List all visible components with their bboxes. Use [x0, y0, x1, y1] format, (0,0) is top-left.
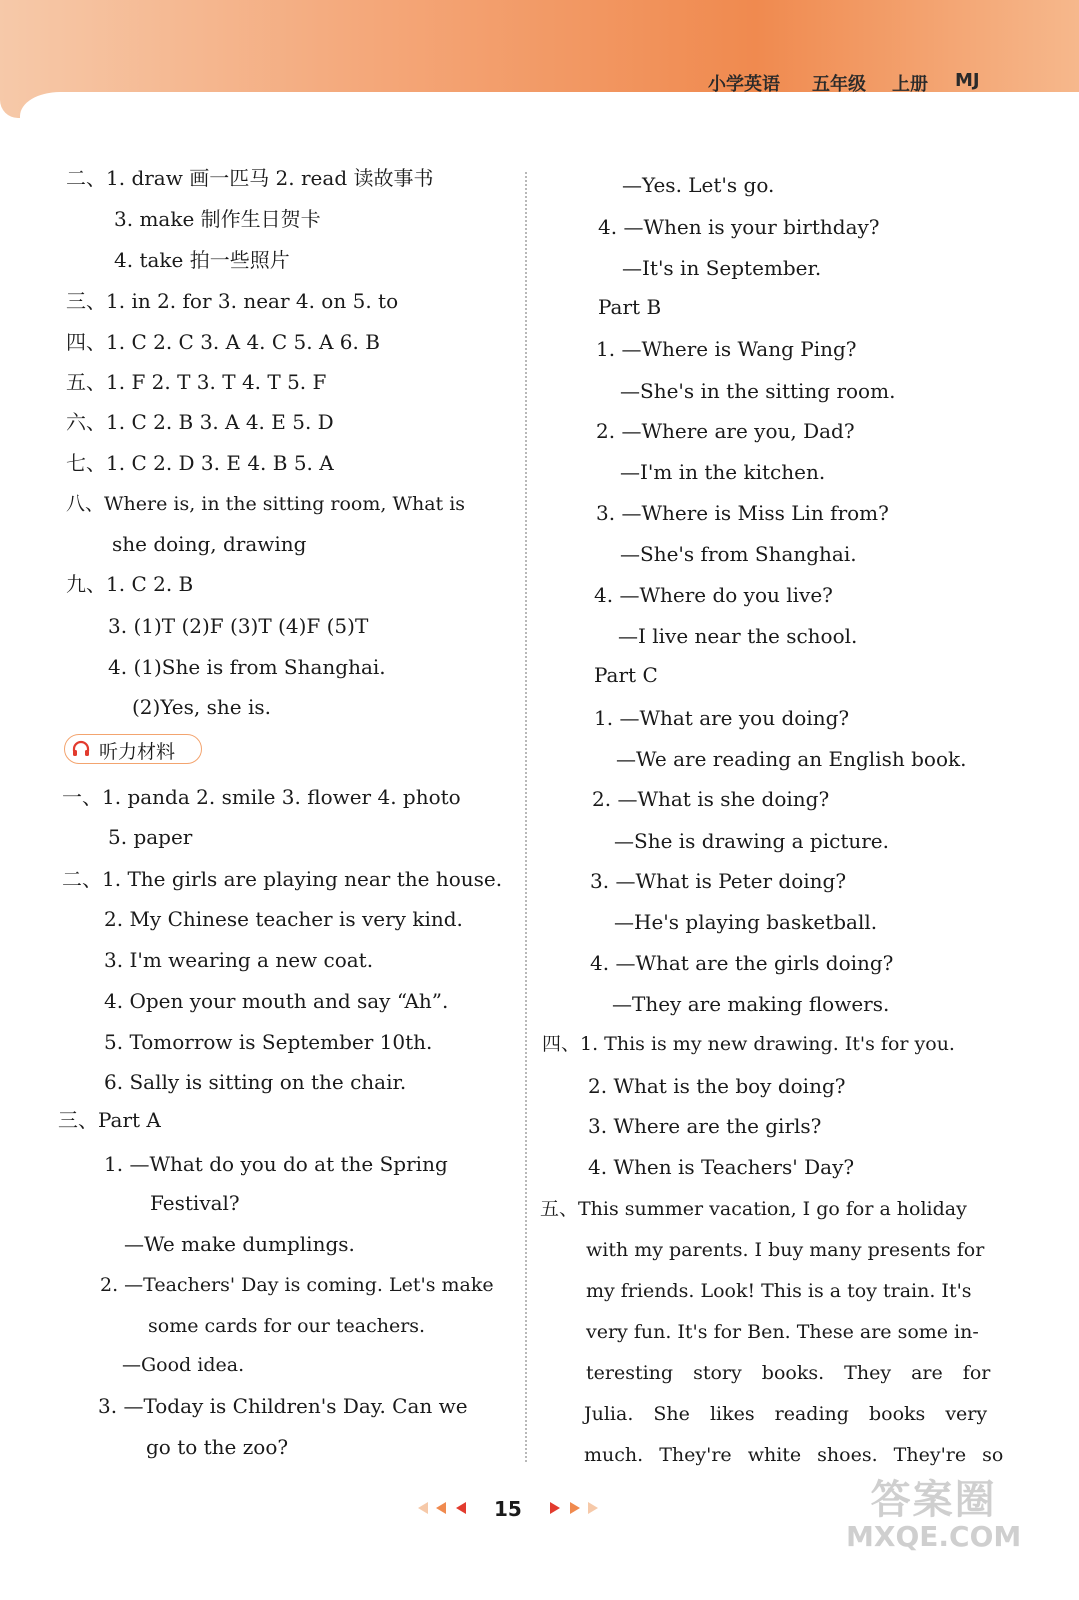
answer-line: 九、1. C 2. B — [66, 572, 194, 596]
answer-line: 3. —Where is Miss Lin from? — [596, 501, 889, 525]
answer-line: 4. (1)She is from Shanghai. — [108, 655, 386, 679]
answer-line: (2)Yes, she is. — [132, 695, 271, 719]
answer-line: 1. —What do you do at the Spring — [104, 1152, 448, 1176]
answer-line: 三、1. in 2. for 3. near 4. on 5. to — [66, 289, 399, 313]
header-curve — [20, 92, 1079, 152]
answer-line: go to the zoo? — [146, 1435, 289, 1459]
listening-material-tag — [64, 734, 202, 764]
answer-line: —She's from Shanghai. — [620, 542, 857, 566]
answer-line: 五、1. F 2. T 3. T 4. T 5. F — [66, 370, 327, 394]
answer-line: 2. What is the boy doing? — [588, 1074, 846, 1098]
answer-line: —Good idea. — [122, 1354, 245, 1376]
answer-line: 二、1. The girls are playing near the house. — [62, 867, 503, 891]
answer-line: 5. paper — [108, 825, 193, 849]
header-grade: 五年级 — [812, 74, 866, 95]
watermark-url: MXQE.COM — [846, 1520, 1022, 1553]
answer-line: 3. —What is Peter doing? — [590, 869, 847, 893]
answer-line: 三、Part A — [58, 1108, 161, 1132]
answer-line: 2. —What is she doing? — [592, 787, 830, 811]
answer-line: 4. —When is your birthday? — [598, 215, 880, 239]
answer-line: Part B — [598, 295, 662, 319]
answer-line: —We make dumplings. — [124, 1232, 355, 1256]
answer-line: 3. I'm wearing a new coat. — [104, 948, 374, 972]
answer-line: —She's in the sitting room. — [620, 379, 896, 403]
header-volume: 上册 — [892, 74, 928, 95]
answer-line: with my parents. I buy many presents for — [586, 1239, 985, 1261]
answer-line: 八、Where is, in the sitting room, What is — [66, 493, 466, 515]
answer-line: —Yes. Let's go. — [622, 173, 775, 197]
answer-line: 六、1. C 2. B 3. A 4. E 5. D — [66, 410, 334, 434]
answer-line: 五、This summer vacation, I go for a holiday — [540, 1198, 967, 1220]
answer-line: 二、1. draw 画一匹马 2. read 读故事书 — [66, 166, 434, 190]
answer-line: —They are making flowers. — [612, 992, 890, 1016]
answer-line: 3. Where are the girls? — [588, 1114, 822, 1138]
answer-line: some cards for our teachers. — [148, 1315, 426, 1337]
answer-line: —We are reading an English book. — [616, 747, 967, 771]
header-edition: MJ — [955, 70, 980, 91]
watermark — [846, 1478, 1021, 1552]
header-subject: 小学英语 — [708, 74, 780, 95]
answer-line: 3. make 制作生日贺卡 — [114, 207, 321, 231]
answer-line: 一、1. panda 2. smile 3. flower 4. photo — [62, 785, 461, 809]
answer-line: 2. —Teachers' Day is coming. Let's make — [100, 1274, 494, 1296]
answer-line: Festival? — [150, 1191, 240, 1215]
prev-arrows-icon — [416, 1500, 470, 1520]
answer-line: 七、1. C 2. D 3. E 4. B 5. A — [66, 451, 334, 475]
answer-line: 2. —Where are you, Dad? — [596, 419, 855, 443]
next-arrows-icon — [546, 1500, 600, 1520]
headphones-icon — [71, 739, 91, 763]
answer-line: my friends. Look! This is a toy train. It's — [586, 1280, 972, 1302]
answer-line: —He's playing basketball. — [614, 910, 878, 934]
answer-line: 四、1. C 2. C 3. A 4. C 5. A 6. B — [66, 330, 380, 354]
answer-line: 6. Sally is sitting on the chair. — [104, 1070, 407, 1094]
answer-line: she doing, drawing — [112, 532, 307, 556]
answer-line: —She is drawing a picture. — [614, 829, 889, 853]
answer-line: much. They're white shoes. They're so — [584, 1444, 1004, 1466]
page-number: 15 — [494, 1497, 522, 1521]
answer-line: 2. My Chinese teacher is very kind. — [104, 907, 463, 931]
column-divider — [525, 172, 527, 1462]
answer-line: 1. —What are you doing? — [594, 706, 850, 730]
answer-line: 4. When is Teachers' Day? — [588, 1155, 855, 1179]
answer-line: 1. —Where is Wang Ping? — [596, 337, 857, 361]
answer-line: —It's in September. — [622, 256, 822, 280]
answer-line: very fun. It's for Ben. These are some in- — [586, 1321, 979, 1343]
answer-line: Julia. She likes reading books very — [584, 1403, 988, 1425]
watermark-title: 答案圈 — [870, 1477, 997, 1523]
answer-line: 4. —Where do you live? — [594, 583, 833, 607]
answer-line: 四、1. This is my new drawing. It's for you. — [542, 1033, 955, 1055]
answer-line: 3. (1)T (2)F (3)T (4)F (5)T — [108, 614, 369, 638]
answer-line: 4. take 拍一些照片 — [114, 248, 290, 272]
listening-material-label: 听力材料 — [99, 741, 176, 763]
answer-line: Part C — [594, 663, 658, 687]
answer-line: 3. —Today is Children's Day. Can we — [98, 1394, 468, 1418]
answer-line: teresting story books. They are for — [586, 1362, 991, 1384]
answer-line: —I live near the school. — [618, 624, 858, 648]
answer-line: 4. Open your mouth and say “Ah”. — [104, 989, 449, 1013]
answer-line: 4. —What are the girls doing? — [590, 951, 894, 975]
answer-line: 5. Tomorrow is September 10th. — [104, 1030, 433, 1054]
answer-line: —I'm in the kitchen. — [620, 460, 826, 484]
